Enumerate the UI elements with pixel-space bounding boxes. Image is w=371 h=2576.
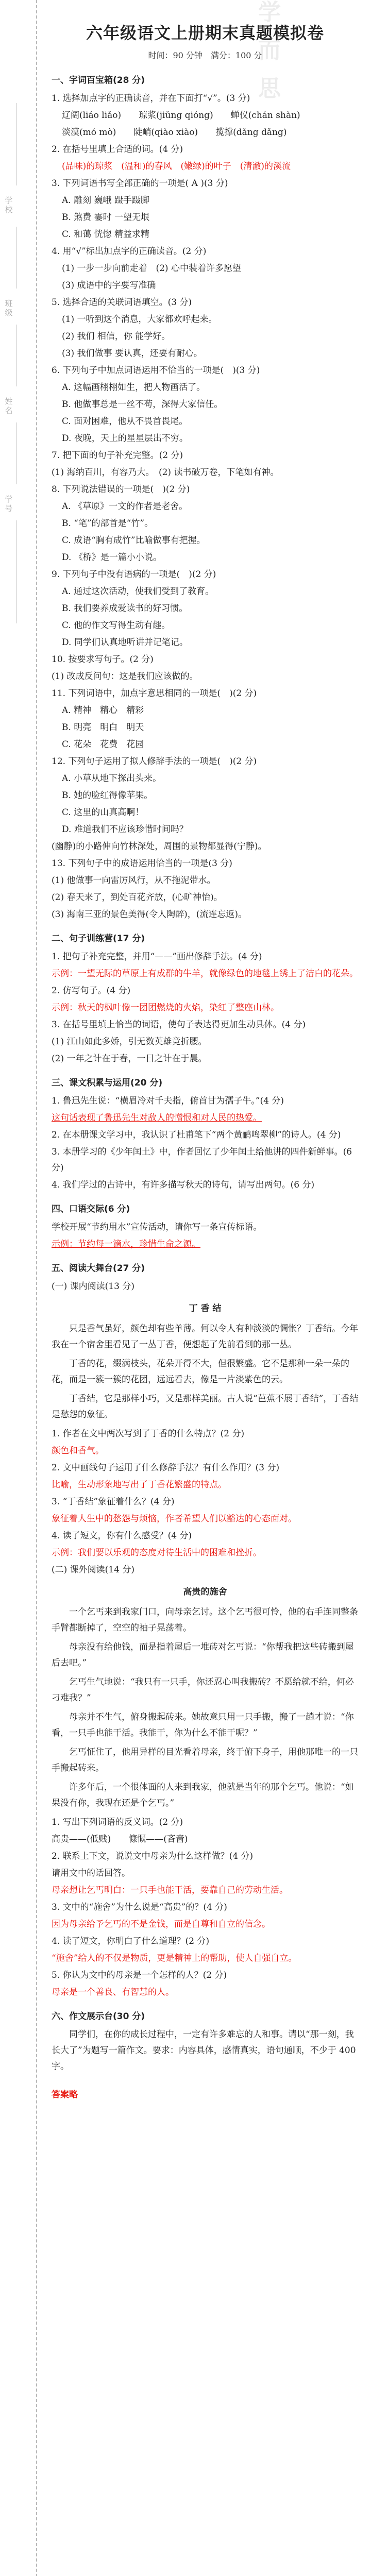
watermark: 学而思 [254,0,280,114]
option: B. 煞费 霎时 一望无垠 [62,212,150,223]
answer: 比喻，生动形象地写出了丁香花繁盛的特点。 [52,1480,227,1490]
question: 4. 读了短文，你明白了什么道理？(2 分) [52,1936,210,1946]
question: 11. 下列词语中，加点字意思相同的一项是( )(2 分) [52,688,257,699]
section-heading: 五、阅读大舞台(27 分) [52,1263,145,1274]
question: 3. 在括号里填上恰当的词语，使句子表达得更加生动具体。(4 分) [52,1020,306,1030]
passage-paragraph: 只是香气虽好，颜色却有些单薄。何以令人有种淡淡的惆怅？丁香结。今年我在一个宿舍里看见了一丛丁香，便想起了先前看到的那一丛。 [52,1324,358,1350]
option: A. 这幅画栩栩如生，把人物画活了。 [62,382,206,393]
question: 1. 写出下列词语的反义词。(2 分) [52,1817,183,1827]
option: (1) 一听到这个消息，大家都欢呼起来。 [62,314,217,325]
binding-rule [16,103,17,185]
answer: 颜色和香气。 [52,1446,104,1456]
question: 2. 联系上下文，说说文中母亲为什么这样做？(4 分) [52,1851,254,1861]
passage-title: 丁 香 结 [189,1303,222,1314]
question: 学校开展“节约用水”宣传活动，请你写一条宣传标语。 [52,1222,262,1232]
option: B. 我们要养成爱读书的好习惯。 [62,603,188,614]
reading-label: (二) 课外阅读(14 分) [52,1565,134,1575]
answer-key-label: 答案略 [52,2090,78,2100]
binding-rule [16,325,17,386]
answer: (品味)的琼浆 (温和)的春风 (嫩绿)的叶子 (清澈)的溪流 [62,161,291,172]
option: A. 《草原》一文的作者是老舍。 [62,501,188,512]
option: A. 精神 精心 精彩 [62,705,144,716]
question: 3. 下列词语书写全部正确的一项是( A )(3 分) [52,178,228,189]
option: A. 小草从地下探出头来。 [62,773,162,784]
passage-paragraph: 乞丐生气地说：“我只有一只手，你还忍心叫我搬砖？不愿给就不给，何必刁难我？” [52,1677,354,1703]
option: B. 她的脸红得像苹果。 [62,790,153,801]
binding-margin [0,0,49,2576]
question: 高贵——(低贱) 慷慨——(吝啬) [52,1834,188,1844]
binding-label-name: 姓名 [5,397,13,415]
question: 7. 把下面的句子补充完整。(2 分) [52,450,183,461]
question: 2. 仿写句子。(4 分) [52,986,131,996]
pinyin-line: 淡漠(mó mò) 陡峭(qiào xiào) 揽撑(dǎng dǎng) [62,127,287,138]
question: 12. 下列句子运用了拟人修辞手法的一项是( )(2 分) [52,756,257,767]
question: 4. 读了短文，你有什么感受？(4 分) [52,1531,192,1541]
binding-rule [16,227,17,289]
answer: 因为母亲给予乞丐的不是金钱，而是自尊和自立的信念。 [52,1919,271,1929]
exam-meta: 时间：90 分钟 满分：100 分 [148,50,262,60]
option: C. 和蔼 恍惚 精益求精 [62,229,150,240]
question: 5. 选择合适的关联词语填空。(3 分) [52,297,192,308]
passage-title: 高贵的施舍 [183,1587,227,1597]
option: C. 花朵 花费 花园 [62,739,144,750]
question: (3) 海南三亚的景色美得(令人陶醉)，(流连忘返)。 [52,909,247,920]
question: 2. 在本册课文学习中，我认识了杜甫笔下“两个黄鹂鸣翠柳”的诗人。(4 分) [52,1130,341,1140]
section-heading: 三、课文积累与运用(20 分) [52,1078,163,1088]
question: 1. 把句子补充完整，并用“——”画出修辞手法。(4 分) [52,952,262,962]
passage-paragraph: 母亲没有给他钱，而是指着屋后一堆砖对乞丐说：“你帮我把这些砖搬到屋后去吧。” [52,1642,354,1668]
question: (2) 春天来了，到处百花齐放，(心旷神怡)。 [52,892,223,903]
pinyin-line: 辽阔(liáo liǎo) 琼浆(jiǔng qióng) 蝉仪(chán shàn) [62,110,300,121]
question: 2. 在括号里填上合适的词。(4 分) [52,144,183,155]
binding-label-school: 学校 [5,196,13,214]
option: D. 难道我们不应该珍惜时间吗？ [62,824,188,835]
passage-paragraph: 许多年后，一个很体面的人来到我家，他就是当年的那个乞丐。他说：“如果没有你，我现在还是个乞丐。” [52,1782,354,1808]
binding-label-class: 班级 [5,299,13,317]
answer: 母亲想让乞丐明白：一只手也能干活，要靠自己的劳动生活。 [52,1885,288,1895]
question: 13. 下列句子中的成语运用恰当的一项是(3 分) [52,858,232,869]
option: (2) 我们 相信，你 能学好。 [62,331,171,342]
option: (3) 成语中的字要写准确 [62,280,156,291]
answer: “施舍”给人的不仅是物质，更是精神上的帮助，使人自强自立。 [52,1953,297,1963]
question: 1. 选择加点字的正确读音，并在下面打“√”。(3 分) [52,93,250,104]
answer: 示例：我们要以乐观的态度对待生活中的困难和挫折。 [52,1548,262,1558]
passage-paragraph: 乞丐怔住了，他用异样的目光看着母亲，终于俯下身子，用他那唯一的一只手搬起砖来。 [52,1747,358,1773]
question: 1. 作者在文中两次写到了丁香的什么特点？(2 分) [52,1429,245,1439]
option: C. 这里的山真高啊！ [62,807,144,818]
option: C. 成语“胸有成竹”比喻做事有把握。 [62,535,206,546]
passage-paragraph: 丁香的花，缀满枝头，花朵开得不大，但很繁盛。它不是那种一朵一朵的花，而是一簇一簇的花团，远远看去，像是一片淡紫色的云。 [52,1359,349,1385]
answer: 母亲是一个善良、有智慧的人。 [52,1987,174,1997]
binding-rule [16,422,17,484]
question: 4. 我们学过的古诗中，有许多描写秋天的诗句，请写出两句。(6 分) [52,1180,315,1190]
passage-paragraph: 母亲并不生气，俯身搬起砖来。她故意只用一只手搬，搬了一趟才说：“你看，一只手也能干活。我能干，你为什么不能干呢？” [52,1712,354,1738]
question: 3. 文中的“施舍”为什么说是“高贵”的？(4 分) [52,1902,227,1912]
question: (1) 海纳百川，有容乃大。 (2) 读书破万卷，下笔如有神。 [52,467,279,478]
option: (1) 一步一步向前走着 (2) 心中装着许多愿望 [62,263,241,274]
passage-paragraph: 一个乞丐来到我家门口，向母亲乞讨。这个乞丐很可怜，他的右手连同整条手臂都断掉了，空空的袖子晃荡着。 [52,1607,358,1633]
option: D. 《桥》是一篇小小说。 [62,552,162,563]
option: B. “笔”的部首是“竹”。 [62,518,154,529]
question: 10. 按要求写句子。(2 分) [52,654,154,665]
question: 4. 用“√”标出加点字的正确读音。(2 分) [52,246,207,257]
question: (1) 改成反问句：这是我们应该做的。 [52,671,198,682]
reading-label: (一) 课内阅读(13 分) [52,1281,134,1292]
option: B. 明亮 明白 明天 [62,722,144,733]
question: 6. 下列句子中加点词语运用不恰当的一项是( )(3 分) [52,365,260,376]
section-heading: 一、字词百宝箱(28 分) [52,75,145,86]
question: 5. 你认为文中的母亲是一个怎样的人？(2 分) [52,1970,227,1980]
passage-paragraph: 丁香结，它是那样小巧，又是那样美丽。古人说“芭蕉不展丁香结”，丁香结是愁怨的象征。 [52,1394,359,1420]
question: (1) 江山如此多娇，引无数英雄竞折腰。 [52,1037,207,1047]
binding-dashed-line [36,0,37,2576]
section-heading: 四、口语交际(6 分) [52,1204,130,1214]
question: (2) 一年之计在于春，一日之计在于晨。 [52,1054,207,1064]
question: 2. 文中画线句子运用了什么修辞手法？有什么作用？(3 分) [52,1463,280,1473]
option: C. 面对困难，他从不畏首畏尾。 [62,416,188,427]
exam-title: 六年级语文上册期末真题模拟卷 [86,23,324,43]
option: B. 他做事总是一丝不苟，深得大家信任。 [62,399,223,410]
answer: 象征着人生中的愁怨与烦恼，作者希望人们以豁达的心态面对。 [52,1514,297,1524]
option: (3) 我们做事 要认真，还要有耐心。 [62,348,203,359]
question: (1) 他做事一向雷厉风行，从不拖泥带水。 [52,875,216,886]
option: A. 雕刻 巍峨 蹑手蹑脚 [62,195,149,206]
exam-content [52,21,359,2103]
option: A. 通过这次活动，使我们受到了教育。 [62,586,214,597]
binding-rule [16,520,17,623]
question: (幽静)的小路伸向竹林深处，周围的景物都显得(宁静)。 [52,841,267,852]
question: 1. 鲁迅先生说：“横眉冷对千夫指，俯首甘为孺子牛。”(4 分) [52,1096,284,1106]
section-heading: 六、作文展示台(30 分) [52,2011,145,2022]
answer: 示例：一望无际的草原上有成群的牛羊，就像绿色的地毯上绣上了洁白的花朵。 [52,969,358,979]
question: 3. “丁香结”象征着什么？(4 分) [52,1497,175,1507]
question: 请用文中的话回答。 [52,1868,130,1878]
answer: 这句话表现了鲁迅先生对敌人的憎恨和对人民的热爱。 [52,1113,262,1123]
answer: 示例：节约每一滴水，珍惜生命之源。 [52,1239,200,1249]
question: 3. 本册学习的《少年闰土》中，作者回忆了少年闰土给他讲的四件新鲜事。(6 分) [52,1147,352,1173]
question: 8. 下列说法错误的一项是( )(2 分) [52,484,190,495]
option: C. 他的作文写得生动有趣。 [62,620,171,631]
answer: 示例：秋天的枫叶像一团团燃烧的火焰，染红了整座山林。 [52,1003,279,1013]
option: D. 夜晚，天上的星星层出不穷。 [62,433,188,444]
binding-label-number: 学号 [5,495,13,513]
option: D. 同学们认真地听讲并记笔记。 [62,637,188,648]
section-heading: 二、句子训练营(17 分) [52,934,145,944]
question: 9. 下列句子中没有语病的一项是( )(2 分) [52,569,216,580]
writing-prompt: 同学们，在你的成长过程中，一定有许多难忘的人和事。请以“那一刻，我长大了”为题写一篇作文。要求：内容具体，感情真实，语句通顺，不少于 400 字。 [52,2029,356,2072]
